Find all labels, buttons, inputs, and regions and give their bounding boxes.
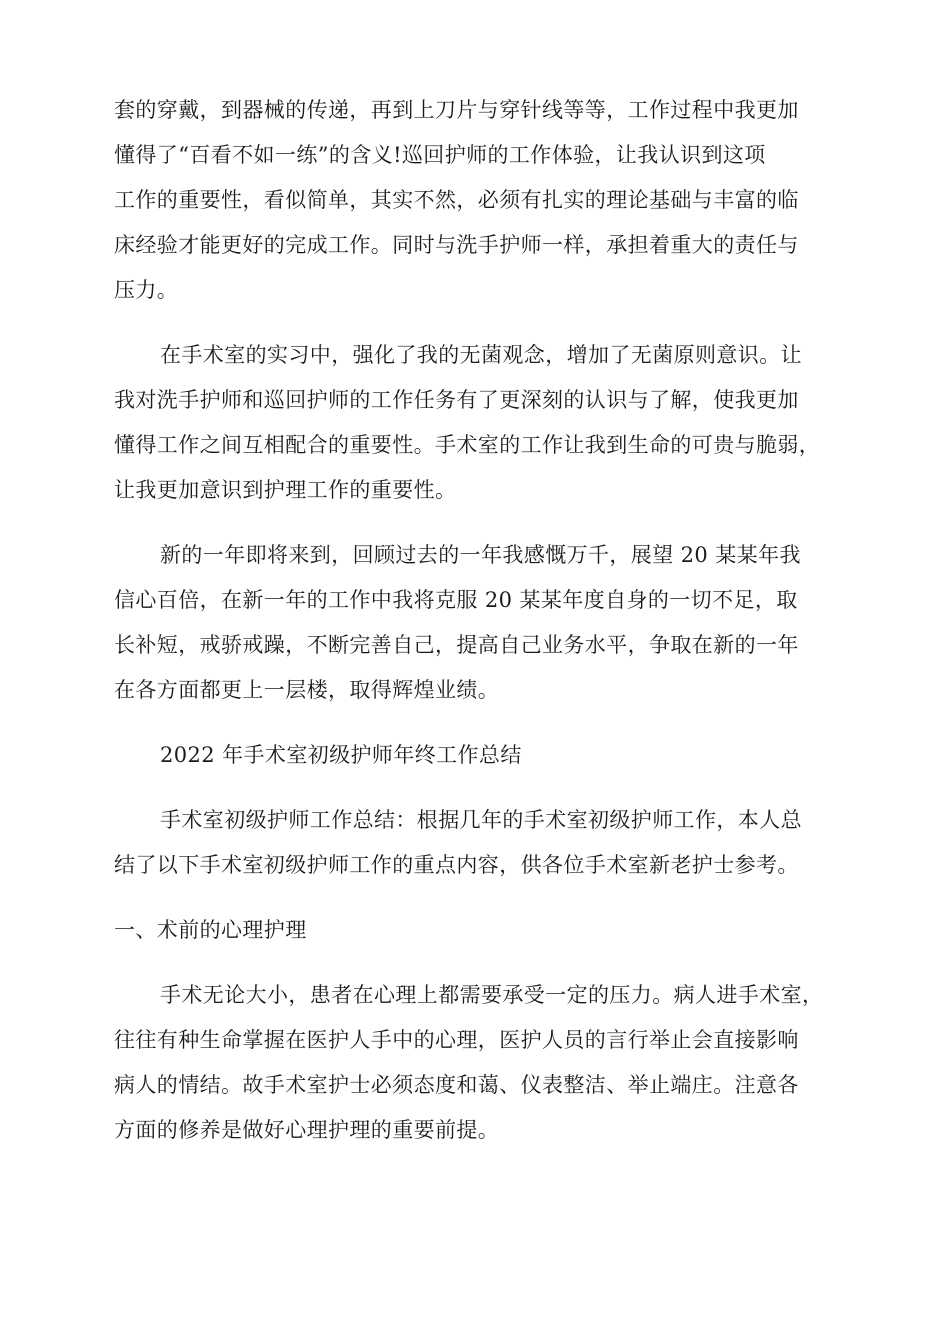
text-line: 套的穿戴，到器械的传递，再到上刀片与穿针线等等，工作过程中我更加 [114,98,799,122]
text-line: 在各方面都更上一层楼，取得辉煌业绩。 [114,678,500,702]
text-line: 长补短，戒骄戒躁，不断完善自己，提高自己业务水平，争取在新的一年 [114,633,799,657]
text-line: 压力。 [114,278,179,302]
text-line: 往往有种生命掌握在医护人手中的心理，医护人员的言行举止会直接影响 [114,1028,799,1052]
paragraph-psychological-care [114,973,836,1153]
text-line: 手术无论大小，患者在心理上都需要承受一定的压力。病人进手术室， [160,983,824,1007]
text-line: 新的一年即将来到，回顾过去的一年我感慨万千，展望 20 某某年我 [160,543,801,567]
subheading-preop-care [114,908,836,953]
section-title [114,733,836,778]
text-line: 一、术前的心理护理 [114,918,307,942]
text-line: 2022 年手术室初级护师年终工作总结 [160,743,522,767]
paragraph-new-year-outlook [114,533,836,713]
document-page [114,88,836,1153]
text-line: 病人的情结。故手术室护士必须态度和蔼、仪表整洁、举止端庄。注意各 [114,1073,799,1097]
text-line: 手术室初级护师工作总结：根据几年的手术室初级护师工作，本人总 [160,808,802,832]
paragraph-surgical-experience [114,88,836,313]
text-line: 工作的重要性，看似简单，其实不然，必须有扎实的理论基础与丰富的临 [114,188,799,212]
text-line: 床经验才能更好的完成工作。同时与洗手护师一样，承担着重大的责任与 [114,233,799,257]
text-line: 我对洗手护师和巡回护师的工作任务有了更深刻的认识与了解，使我更加 [114,388,799,412]
text-line: 懂得工作之间互相配合的重要性。手术室的工作让我到生命的可贵与脆弱， [114,433,821,457]
paragraph-aseptic-concept [114,333,836,513]
text-line: 让我更加意识到护理工作的重要性。 [114,478,457,502]
paragraph-summary-intro [114,798,836,888]
text-line: 结了以下手术室初级护师工作的重点内容，供各位手术室新老护士参考。 [114,853,799,877]
text-line: 在手术室的实习中，强化了我的无菌观念，增加了无菌原则意识。让 [160,343,802,367]
text-line: 懂得了“百看不如一练”的含义!巡回护师的工作体验，让我认识到这项 [114,143,766,167]
text-line: 信心百倍，在新一年的工作中我将克服 20 某某年度自身的一切不足，取 [114,588,798,612]
text-line: 方面的修养是做好心理护理的重要前提。 [114,1118,500,1142]
